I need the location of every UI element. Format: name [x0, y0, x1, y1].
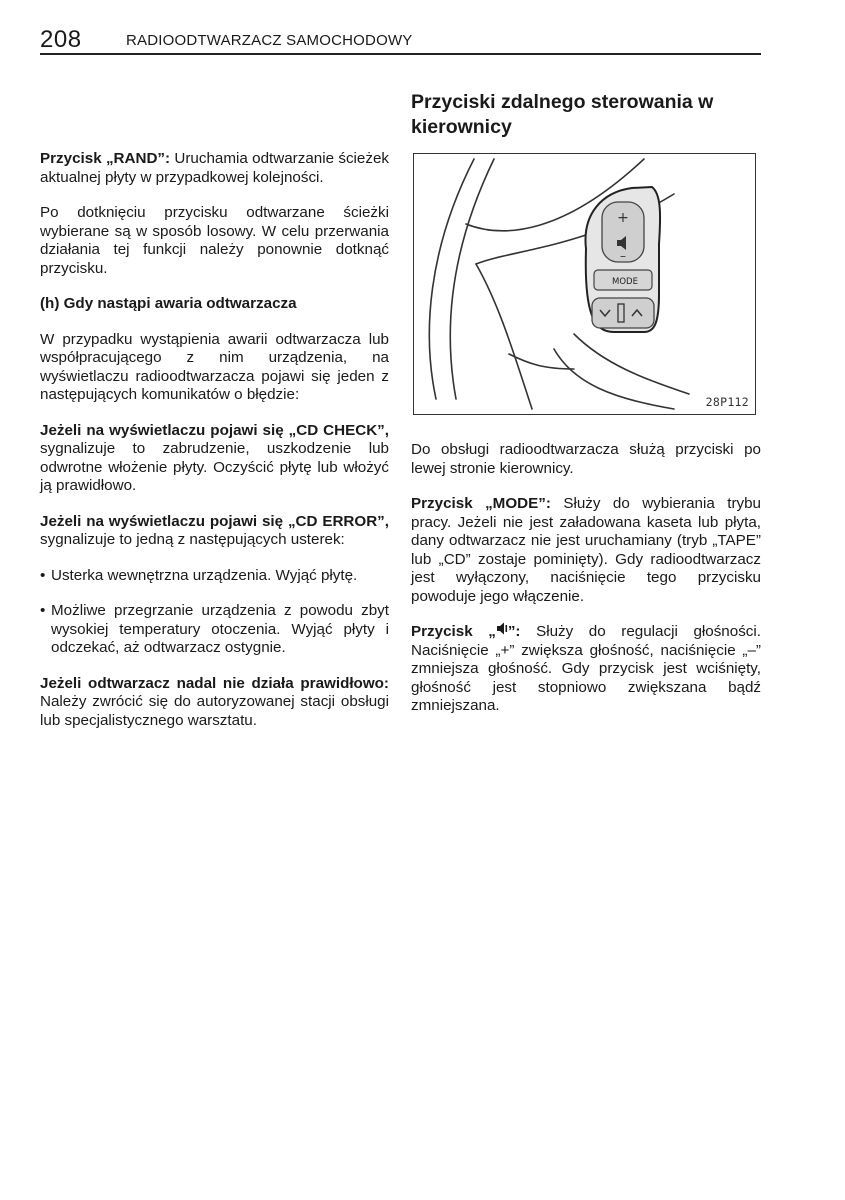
rand-paragraph: [40, 150, 389, 187]
bullet-text: Możliwe przegrzanie urządzenia z powodu zbyt wysokiej temperatury otoczenia. Wyjąć płyty i odczekać, aż odtwarzacz ostygnie.: [51, 602, 389, 656]
list-item: [40, 567, 389, 586]
cd-error-text: sygnalizuje to jedną z następujących usterek:: [40, 531, 345, 548]
intro-paragraph: Do obsługi radioodtwarzacza służą przyciski po lewej stronie kierownicy.: [411, 441, 761, 477]
volume-label-close: ”:: [507, 623, 521, 640]
svg-text:+: +: [617, 210, 629, 226]
volume-text: Służy do regulacji głośności. Naciśnięcie „+” zwiększa głośność, naciśnięcie „–” zmniejsza głośność. Gdy przycisk jest wciśnięty, głośność jest stopniowo zwiększana bądź zmniejszana.: [411, 623, 761, 714]
still-fail-text: Należy zwrócić się do autoryzowanej stacji obsługi lub specjalistycznego warsztatu.: [40, 693, 389, 729]
bullet-text: Usterka wewnętrzna urządzenia. Wyjąć płytę.: [51, 566, 358, 584]
bullet-dot: •: [40, 566, 46, 584]
volume-label-open: Przycisk „: [411, 623, 496, 640]
list-item: [40, 602, 389, 658]
cd-error-paragraph: [40, 513, 389, 550]
page-number: 208: [40, 26, 82, 53]
mode-paragraph: [411, 495, 761, 606]
still-fail-paragraph: [40, 675, 389, 731]
mode-label: Przycisk „MODE”:: [411, 495, 551, 512]
cd-check-text: sygnalizuje to zabrudzenie, uszkodzenie lub odwrotne włożenie płyty. Oczyścić płytę lub włożyć ją prawidłowo.: [40, 440, 389, 494]
steering-wheel-figure: [413, 153, 756, 415]
right-column: [411, 441, 761, 733]
failure-heading: (h) Gdy nastąpi awaria odtwarzacza: [40, 295, 297, 312]
section-title: Przyciski zdalnego sterowania w kierownicy: [411, 91, 714, 138]
rand-note: Po dotknięciu przycisku odtwarzane ścieżki wybierane są w sposób losowy. W celu przerwania działania tej funkcji należy ponownie dotknąć przycisku.: [40, 204, 389, 277]
rand-label: Przycisk „RAND”:: [40, 150, 171, 167]
page-header: [40, 26, 761, 55]
mode-button-label: MODE: [612, 277, 638, 287]
cd-check-paragraph: [40, 422, 389, 496]
chapter-title: RADIOODTWARZACZ SAMOCHODOWY: [126, 32, 413, 49]
still-fail-label: Jeżeli odtwarzacz nadal nie działa prawidłowo:: [40, 674, 389, 692]
speaker-icon: [496, 622, 508, 641]
cd-check-label: Jeżeli na wyświetlaczu pojawi się „CD CHECK”,: [40, 421, 389, 439]
cd-error-label: Jeżeli na wyświetlaczu pojawi się „CD ERROR”,: [40, 512, 389, 530]
rand-text: Uruchamia odtwarzanie ścieżek aktualnej płyty w przypadkowej kolejności.: [40, 150, 389, 186]
bullet-dot: •: [40, 602, 46, 619]
figure-code: 28P112: [705, 395, 749, 409]
left-column: [40, 150, 389, 747]
mode-text: Służy do wybierania trybu pracy. Jeżeli nie jest załadowana kaseta lub płyta, dany odtwarzacz nie jest uruchamiany (tryb „TAPE” lub „CD” zostaje pominięty). Gdy radioodtwarzacz jest wyłączony, naciśnięcie tego przycisku powoduje jego włączenie.: [411, 495, 762, 605]
failure-intro: W przypadku wystąpienia awarii odtwarzacza lub współpracującego z nim urządzenia, na wyświetlaczu radioodtwarzacza pojawi się jeden z następujących komunikatów o błędzie:: [40, 330, 389, 403]
svg-text:–: –: [620, 249, 626, 263]
steering-wheel-illustration: [414, 154, 755, 414]
volume-paragraph: [411, 623, 761, 716]
seek-button: [592, 298, 654, 328]
